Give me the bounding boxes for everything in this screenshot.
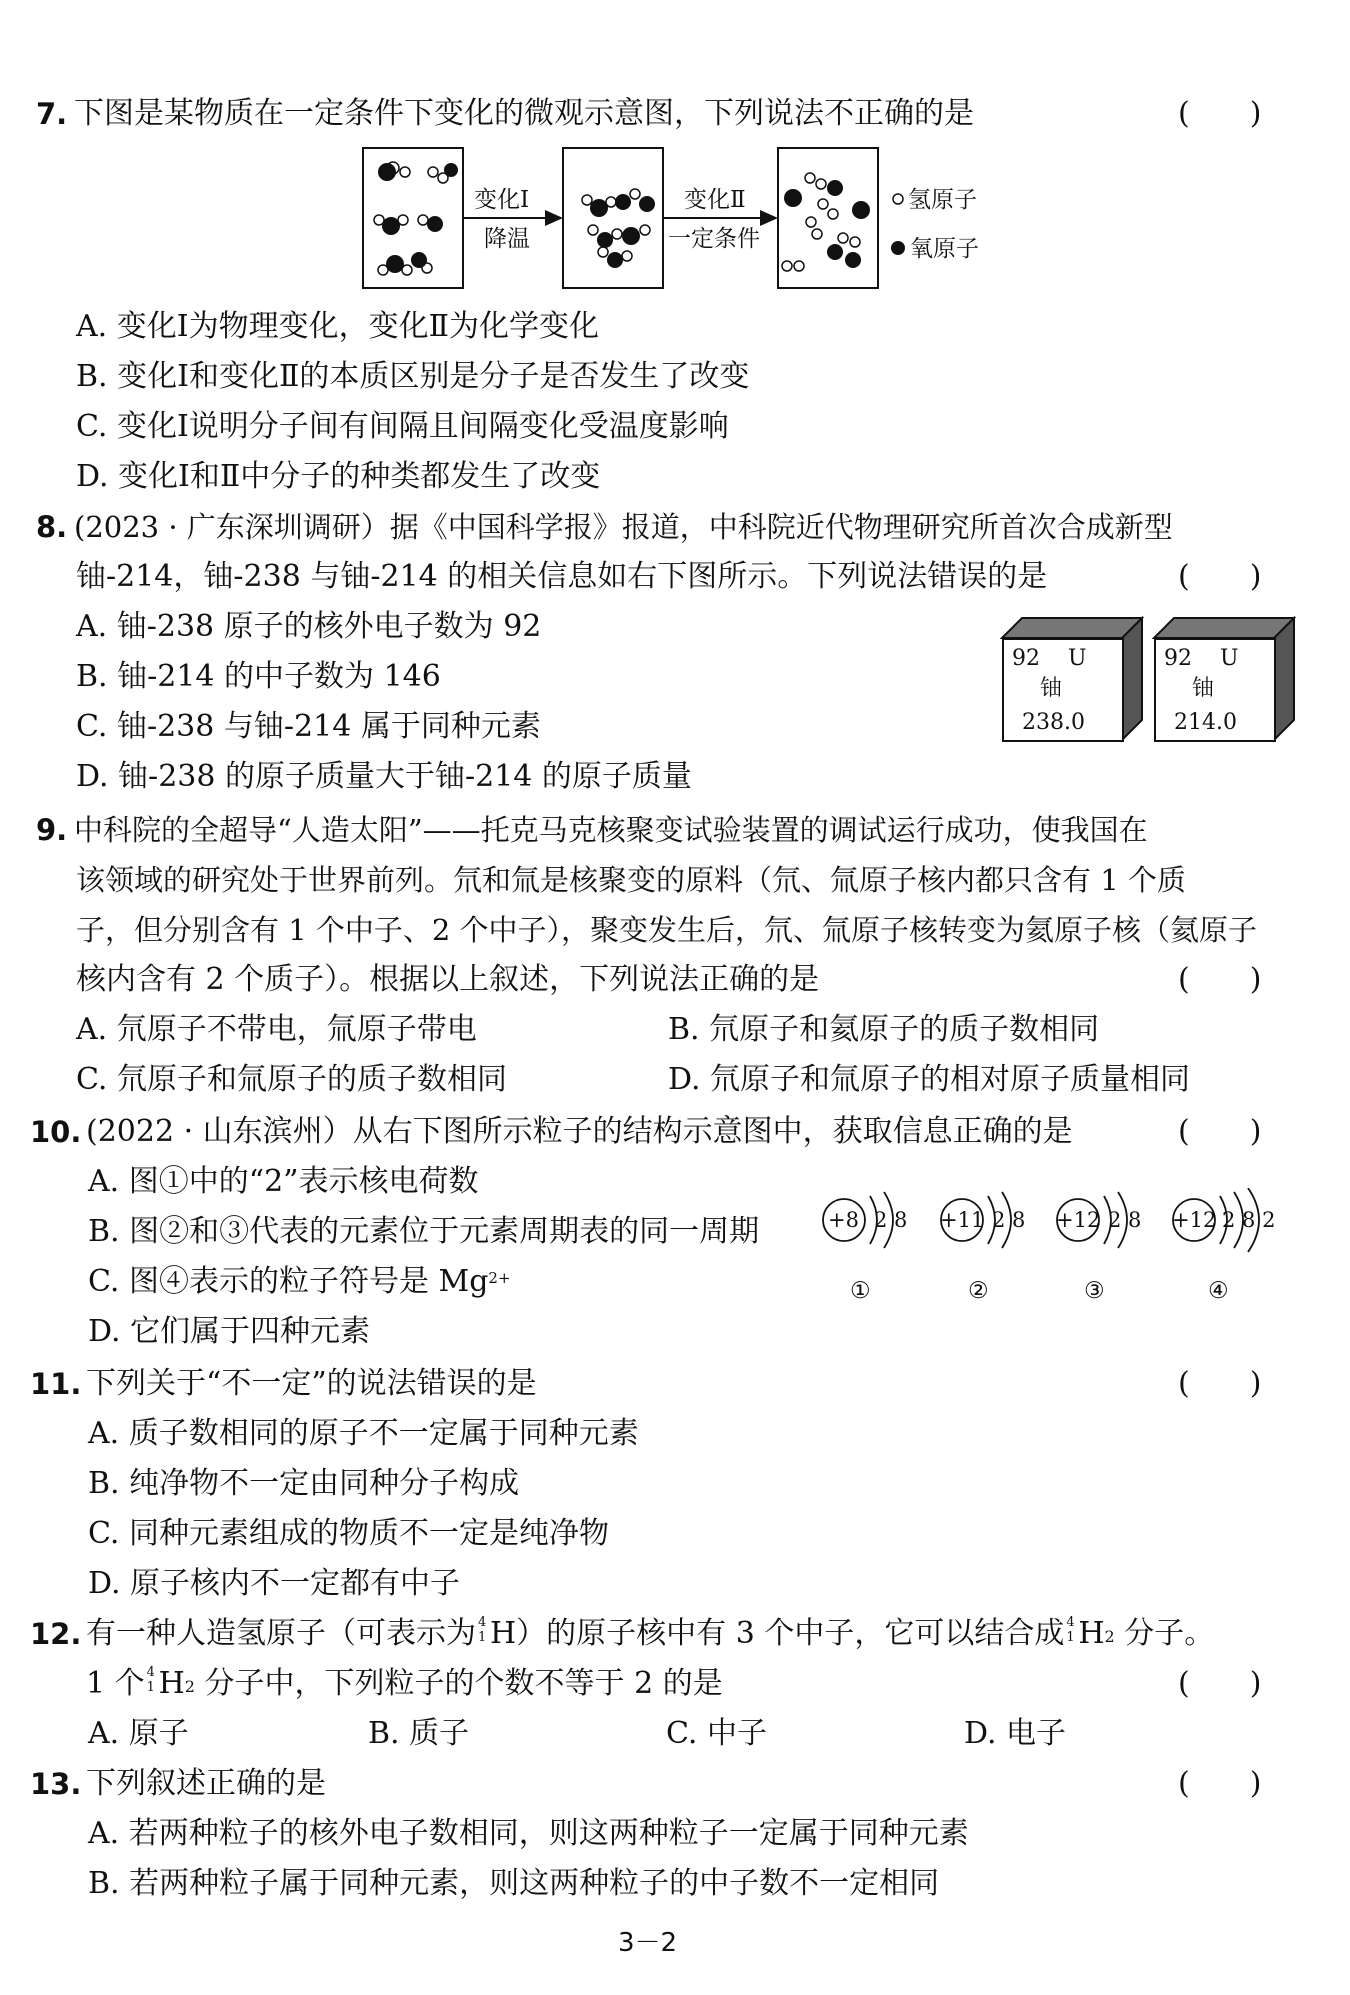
q12-iso3-mass: 4	[146, 1665, 155, 1680]
q7-option-a: A. 变化Ⅰ为物理变化，变化Ⅱ为化学变化	[76, 309, 599, 344]
legend-oxygen: 氧原子	[910, 236, 979, 262]
atom4-shells: 2 8 2	[1222, 1208, 1276, 1232]
atom3-nucleus: +12	[1056, 1208, 1101, 1232]
q13-stem: 下列叙述正确的是	[86, 1766, 326, 1801]
card1-symbol: U	[1068, 646, 1087, 671]
card1-mass: 238.0	[1022, 710, 1085, 735]
q10-stem: (2022 · 山东滨州）从右下图所示粒子的结构示意图中，获取信息正确的是	[86, 1114, 1073, 1149]
q12-l1-b: H）的原子核中有 3 个中子，它可以结合成	[490, 1616, 1065, 1651]
q8-stem-line1: (2023 · 广东深圳调研）据《中国科学报》报道，中科院近代物理研究所首次合成新型	[74, 510, 1173, 544]
q9-option-d: D. 氘原子和氚原子的相对原子质量相同	[668, 1062, 1191, 1097]
atom3-label: ③	[1084, 1278, 1105, 1304]
atom2-shells: 2 8	[992, 1208, 1026, 1232]
q11-option-c: C. 同种元素组成的物质不一定是纯净物	[88, 1516, 609, 1551]
arrow1-label-top: 变化Ⅰ	[474, 187, 530, 213]
q9-answer-paren: ( )	[1178, 962, 1262, 997]
q10-option-a: A. 图①中的“2”表示核电荷数	[88, 1164, 479, 1199]
q13-option-a: A. 若两种粒子的核外电子数相同，则这两种粒子一定属于同种元素	[88, 1816, 969, 1851]
q7-option-c: C. 变化Ⅰ说明分子间有间隔且间隔变化受温度影响	[76, 409, 729, 444]
q12-isotope-1	[476, 1614, 490, 1644]
q12-option-c: C. 中子	[666, 1716, 767, 1751]
q11-stem: 下列关于“不一定”的说法错误的是	[86, 1366, 537, 1401]
q12-stem-line2	[86, 1664, 723, 1704]
q9-stem-line2: 该领域的研究处于世界前列。氘和氚是核聚变的原料（氘、氚原子核内都只含有 1 个质	[76, 863, 1186, 897]
q8-option-d: D. 铀-238 的原子质量大于铀-214 的原子质量	[76, 759, 692, 794]
legend-hydrogen: 氢原子	[908, 187, 977, 213]
q7-option-b: B. 变化Ⅰ和变化Ⅱ的本质区别是分子是否发生了改变	[76, 359, 750, 394]
arrow1-label-bottom: 降温	[484, 226, 530, 252]
q8-option-c: C. 铀-238 与铀-214 属于同种元素	[76, 709, 541, 744]
q9-option-b: B. 氘原子和氦原子的质子数相同	[668, 1012, 1100, 1047]
q12-l1-c: H	[1078, 1616, 1105, 1651]
q10-option-b: B. 图②和③代表的元素位于元素周期表的同一周期	[88, 1214, 760, 1249]
q10-number: 10.	[30, 1115, 82, 1149]
q8-option-a: A. 铀-238 原子的核外电子数为 92	[76, 609, 542, 644]
card2-mass: 214.0	[1174, 710, 1237, 735]
card2-name: 铀	[1192, 676, 1215, 701]
q7-molecule-diagram	[355, 142, 1055, 292]
card2-symbol: U	[1220, 646, 1239, 671]
q7-answer-paren: ( )	[1178, 96, 1262, 131]
q12-iso2-z: 1	[1066, 1630, 1075, 1645]
atom1-label: ①	[850, 1278, 871, 1304]
q8-stem-line2: 铀-214，铀-238 与铀-214 的相关信息如右下图所示。下列说法错误的是	[76, 559, 1048, 594]
q9-stem-line1: 中科院的全超导“人造太阳”——托克马克核聚变试验装置的调试运行成功，使我国在	[74, 813, 1148, 847]
q7-number: 7.	[36, 97, 68, 131]
q12-iso1-mass: 4	[478, 1615, 487, 1630]
card2-number: 92	[1164, 646, 1192, 671]
q8-number: 8.	[36, 510, 68, 544]
q9-number: 9.	[36, 813, 68, 847]
element-card-u238	[1002, 638, 1124, 742]
q12-isotope-2	[1064, 1614, 1078, 1644]
q11-answer-paren: ( )	[1178, 1366, 1262, 1401]
q13-option-b: B. 若两种粒子属于同种元素，则这两种粒子的中子数不一定相同	[88, 1866, 940, 1901]
q12-l1-d: 分子。	[1124, 1616, 1215, 1651]
q9-option-a: A. 氘原子不带电，氚原子带电	[76, 1012, 477, 1047]
q12-l2-sub: 2	[184, 1677, 195, 1696]
atom4-nucleus: +12	[1172, 1208, 1217, 1232]
q12-iso2-mass: 4	[1066, 1615, 1075, 1630]
atom2-nucleus: +11	[940, 1208, 985, 1232]
q12-number: 12.	[30, 1617, 82, 1651]
q12-stem-line1	[86, 1614, 1214, 1654]
q12-answer-paren: ( )	[1178, 1666, 1262, 1701]
q12-option-b: B. 质子	[368, 1716, 470, 1751]
q8-answer-paren: ( )	[1178, 559, 1262, 594]
q9-option-c: C. 氘原子和氚原子的质子数相同	[76, 1062, 507, 1097]
q12-iso3-z: 1	[146, 1680, 155, 1695]
q12-l1-sub: 2	[1104, 1627, 1115, 1646]
q12-option-d: D. 电子	[964, 1716, 1067, 1751]
q13-number: 13.	[30, 1767, 82, 1801]
q12-l1-a: 有一种人造氢原子（可表示为	[86, 1616, 476, 1651]
q9-stem-line3: 子，但分别含有 1 个中子、2 个中子），聚变发生后，氘、氚原子核转变为氦原子核（氦原子	[76, 913, 1258, 947]
element-card-u214	[1154, 638, 1276, 742]
q11-option-b: B. 纯净物不一定由同种分子构成	[88, 1466, 520, 1501]
atom2-label: ②	[968, 1278, 989, 1304]
card1-name: 铀	[1040, 676, 1063, 701]
q12-l2-a: 1 个	[86, 1666, 145, 1701]
q12-isotope-3	[145, 1664, 159, 1694]
atom1-shells: 2 8	[874, 1208, 908, 1232]
atom3-shells: 2 8	[1108, 1208, 1142, 1232]
q12-option-a: A. 原子	[88, 1716, 189, 1751]
q7-stem: 下图是某物质在一定条件下变化的微观示意图，下列说法不正确的是	[74, 96, 974, 131]
arrow2-label-bottom: 一定条件	[668, 226, 760, 252]
page-number: 3－2	[618, 1928, 678, 1958]
q11-option-d: D. 原子核内不一定都有中子	[88, 1566, 461, 1601]
q11-option-a: A. 质子数相同的原子不一定属于同种元素	[88, 1416, 639, 1451]
q12-l2-c: 分子中，下列粒子的个数不等于 2 的是	[204, 1666, 723, 1701]
atom4-label: ④	[1208, 1278, 1229, 1304]
atom1-nucleus: +8	[828, 1208, 859, 1232]
q10-answer-paren: ( )	[1178, 1114, 1262, 1149]
q10-option-c	[88, 1262, 511, 1302]
q8-option-b: B. 铀-214 的中子数为 146	[76, 659, 441, 694]
arrow2-label-top: 变化Ⅱ	[684, 187, 746, 213]
q7-option-d: D. 变化Ⅰ和Ⅱ中分子的种类都发生了改变	[76, 459, 601, 494]
q10-option-c-text: C. 图④表示的粒子符号是 Mg	[88, 1264, 489, 1299]
q11-number: 11.	[30, 1367, 82, 1401]
q13-answer-paren: ( )	[1178, 1766, 1262, 1801]
card1-number: 92	[1012, 646, 1040, 671]
q10-option-d: D. 它们属于四种元素	[88, 1314, 371, 1349]
q12-iso1-z: 1	[478, 1630, 487, 1645]
q9-stem-line4: 核内含有 2 个质子）。根据以上叙述，下列说法正确的是	[76, 962, 820, 997]
q12-l2-b: H	[158, 1666, 185, 1701]
q10-option-c-charge: 2+	[488, 1269, 511, 1287]
